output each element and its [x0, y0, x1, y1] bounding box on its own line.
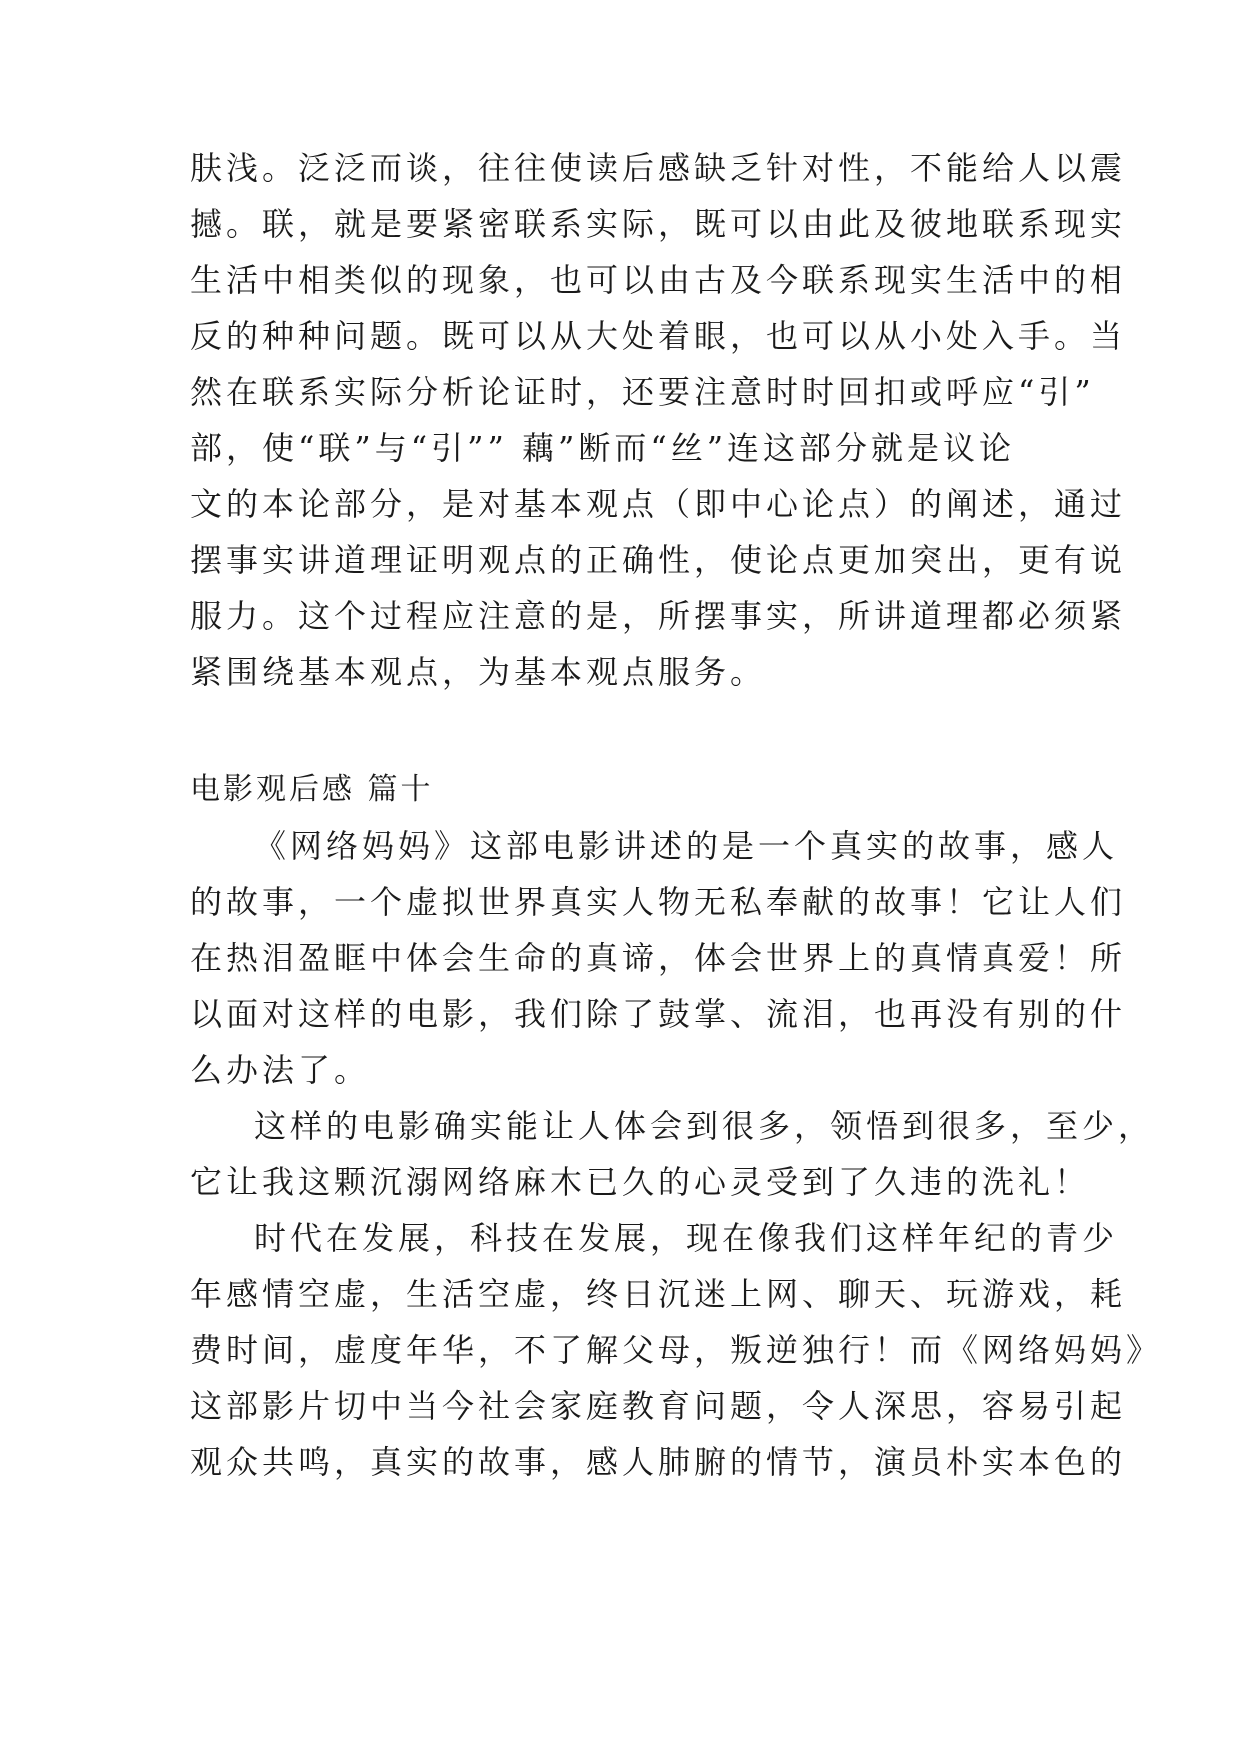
- paragraph-line: 文的本论部分，是对基本观点（即中心论点）的阐述，通过: [190, 485, 1127, 523]
- paragraph-line: 么办法了。: [190, 1051, 371, 1089]
- paragraph-line: 《网络妈妈》这部电影讲述的是一个真实的故事，感人: [254, 827, 1119, 865]
- paragraph-line: 然在联系实际分析论证时，还要注意时时回扣或呼应“引”: [190, 373, 1095, 411]
- paragraph-line: 这样的电影确实能让人体会到很多，领悟到很多，至少，: [254, 1107, 1155, 1145]
- paragraph-line: 在热泪盈眶中体会生命的真谛，体会世界上的真情真爱！所: [190, 939, 1127, 977]
- paragraph-line: 撼。联，就是要紧密联系实际，既可以由此及彼地联系现实: [190, 205, 1127, 243]
- paragraph-line: 年感情空虚，生活空虚，终日沉迷上网、聊天、玩游戏，耗: [190, 1275, 1127, 1313]
- paragraph-line: 以面对这样的电影，我们除了鼓掌、流泪，也再没有别的什: [190, 995, 1127, 1033]
- paragraph-line: 摆事实讲道理证明观点的正确性，使论点更加突出，更有说: [190, 541, 1127, 579]
- paragraph-line: 紧围绕基本观点，为基本观点服务。: [190, 653, 767, 691]
- paragraph-line: 时代在发展，科技在发展，现在像我们这样年纪的青少: [254, 1219, 1119, 1257]
- paragraph-line: 观众共鸣，真实的故事，感人肺腑的情节，演员朴实本色的: [190, 1443, 1127, 1481]
- paragraph-line: 肤浅。泛泛而谈，往往使读后感缺乏针对性，不能给人以震: [190, 149, 1127, 187]
- paragraph-line: 费时间，虚度年华，不了解父母，叛逆独行！而《网络妈妈》: [190, 1331, 1163, 1369]
- paragraph-line: 这部影片切中当今社会家庭教育问题，令人深思，容易引起: [190, 1387, 1127, 1425]
- paragraph-line: 生活中相类似的现象，也可以由古及今联系现实生活中的相: [190, 261, 1127, 299]
- paragraph-line: 服力。这个过程应注意的是，所摆事实，所讲道理都必须紧: [190, 597, 1127, 635]
- paragraph-line: 反的种种问题。既可以从大处着眼，也可以从小处入手。当: [190, 317, 1127, 355]
- paragraph-line: 它让我这颗沉溺网络麻木已久的心灵受到了久违的洗礼！: [190, 1163, 1091, 1201]
- section-title: 电影观后感 篇十: [190, 772, 434, 807]
- paragraph-line: 的故事，一个虚拟世界真实人物无私奉献的故事！它让人们: [190, 883, 1127, 921]
- paragraph-line: 部，使“联”与“引”” 藕”断而“丝”连这部分就是议论: [190, 429, 1016, 467]
